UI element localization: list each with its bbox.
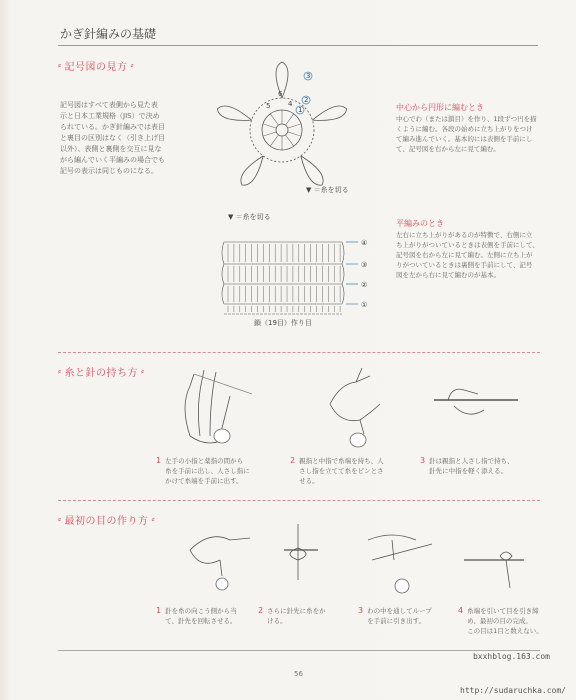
page-number: 56 (294, 670, 303, 678)
symbol-chart-intro: 記号図はすべて表側から見た表 示と日本工業規格（JIS）で決め られている。かぎ針編みでは表目 と裏目の区別はなく（引き上げ目 以外）、表側と裏側を交互に見な がら編んでいく平編みの場合でも 記号の表示は同じものになる。 (60, 101, 165, 175)
ring-label-5: 5 (266, 102, 271, 110)
row-label-4: ④ (361, 239, 368, 247)
section-title-symbol-chart: ⸗ 記号図の見方 ⸗ (58, 61, 134, 73)
page-header (58, 24, 538, 46)
svg-text:3: 3 (306, 72, 311, 80)
first-stitch-illustration-2 (278, 520, 338, 600)
ring-label-6: 6 (278, 90, 283, 98)
foundation-chain-label: 鎖（19目）作り目 (254, 319, 312, 327)
left-hand-illustration (170, 366, 260, 456)
row-label-3: ③ (361, 261, 368, 269)
circular-chart-diagram (222, 58, 342, 188)
first-stitch-illustration-4 (460, 540, 540, 600)
first-stitch-illustration-3 (362, 520, 442, 600)
row-label-2: ② (361, 281, 368, 289)
svg-text:▼ ＝糸を切る: ▼ ＝糸を切る (228, 213, 271, 221)
watermark-blog: bxxhblog.163.com (472, 652, 550, 661)
flat-chart-diagram (218, 226, 378, 326)
svg-text:1: 1 (298, 106, 303, 114)
watermark-site: http://sudaruchka.com/ (460, 686, 566, 695)
footer-rule (58, 650, 540, 651)
hook-grip-illustration (428, 380, 528, 440)
section-divider-1 (58, 352, 540, 353)
first-stitch-step-2: 2 さらに針先に糸をか ける。 (258, 606, 326, 625)
section-title-holding: ⸗ 糸と針の持ち方 ⸗ (58, 367, 145, 379)
circle-description: 中心でわ（または鎖目）を作り、1段ずつ円を描 くように編む。各段の始めに立ち上がりをつけ て編み進んでいく。基本的には表側を手前にし て、記号図を右から左に見て編む。 (396, 115, 537, 153)
first-stitch-step-1: 1 針を糸の向こう側から当 て、針先を回転させる。 (156, 606, 237, 625)
holding-step-1: 1 左手の小指と薬指の間から 糸を手前に出し、人さし指に かけて糸端を手前に出す。 (156, 456, 250, 485)
first-stitch-step-4: 4 糸端を引いて目を引き締 め、最初の目の完成。 この目は1目と数えない。 (458, 606, 543, 635)
page-title: かぎ針編みの基礎 (60, 27, 157, 41)
flat-cut-legend (228, 211, 308, 223)
flat-description: 左右に立ち上がりがあるのが特徴で、右側に立 ち上がりがついているときは表側を手前にして、 記号図を右から左に見て編む。左側に立ち上が りがついているときは裏側を手前にして、記号 図を左から右に見て編むのが基本。 (396, 231, 539, 279)
section-title-first-stitch: ⸗ 最初の目の作り方 ⸗ (58, 515, 155, 527)
first-stitch-step-3: 3 わの中を通してループ を手前に引き出す。 (358, 606, 432, 625)
holding-step-3: 3 針は親指と人さし指で持ち、 針先に中指を軽く添える。 (420, 456, 514, 475)
thumb-finger-illustration (310, 364, 400, 454)
circle-title: 中心から円形に編むとき (396, 103, 484, 112)
ring-label-4: 4 (288, 100, 293, 108)
section-divider-2 (58, 500, 540, 501)
holding-step-2: 2 親指と中指で糸端を持ち、人 さし指を立てて糸をピンとさ せる。 (290, 456, 384, 485)
circle-cut-legend (306, 184, 386, 196)
flat-title: 平編みのとき (396, 219, 444, 228)
row-label-1: ① (361, 301, 368, 309)
first-stitch-illustration-1 (180, 520, 260, 600)
svg-text:2: 2 (304, 96, 309, 104)
svg-text:▼ ＝糸を切る: ▼ ＝糸を切る (306, 186, 349, 194)
